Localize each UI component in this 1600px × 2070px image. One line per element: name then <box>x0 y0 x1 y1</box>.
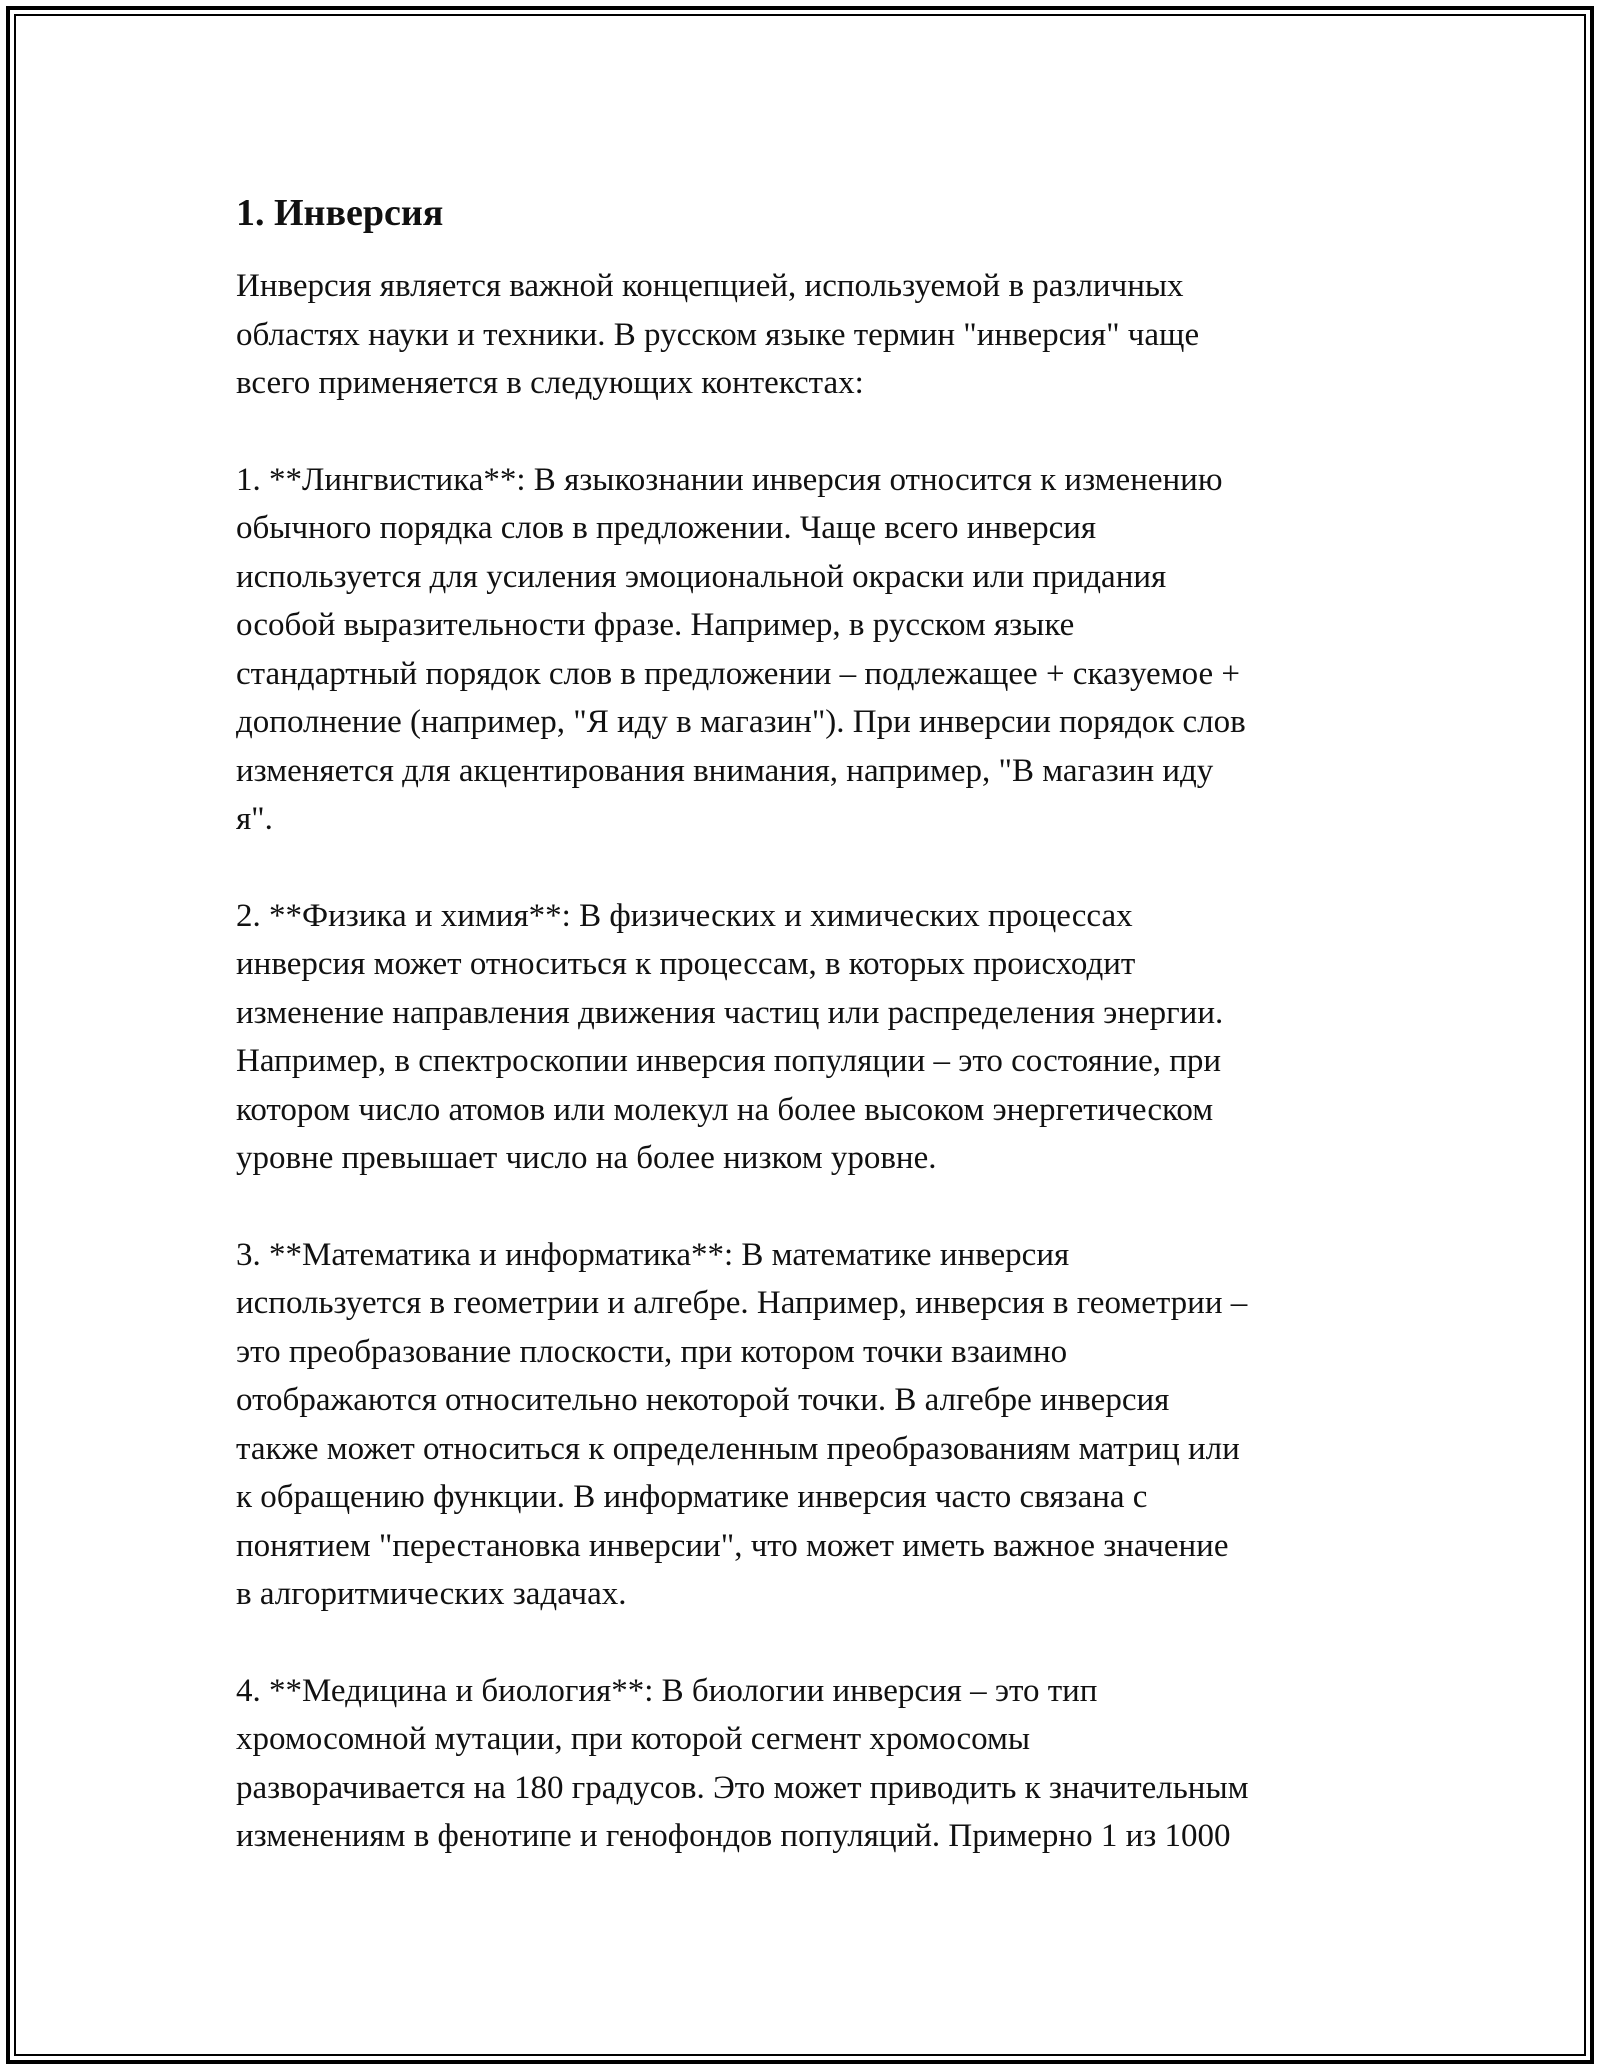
linguistics-paragraph: 1. **Лингвистика**: В языкознании инверсия относится к изменению обычного порядка слов в предложении. Чаще всего инверсия используется для усиления эмоциональной окраски или придания особой выразительности фразе. Например, в русском языке стандартный порядок слов в предложении – подлежащее + сказуемое + дополнение (например, "Я иду в магазин"). При инверсии порядок слов изменяется для акцентирования внимания, например, "В магазин иду я". <box>236 461 1246 837</box>
medicine-biology-paragraph: 4. **Медицина и биология**: В биологии инверсия – это тип хромосомной мутации, при которой сегмент хромосомы разворачивается на 180 градусов. Это может приводить к значительным изменениям в фенотипе и генофондов популяций. Примерно 1 из 1000 <box>236 1672 1249 1854</box>
document-body <box>236 188 1386 1861</box>
intro-paragraph: Инверсия является важной концепцией, используемой в различных областях науки и техники. В русском языке термин "инверсия" чаще всего применяется в следующих контекстах: <box>236 268 1200 401</box>
section-heading: 1. Инверсия <box>236 192 444 234</box>
physics-chemistry-paragraph: 2. **Физика и химия**: В физических и химических процессах инверсия может относиться к процессам, в которых происходит изменение направления движения частиц или распределения энергии. Например, в спектроскопии инверсия популяции – это состояние, при котором число атомов или молекул на более высоком энергетическом уровне превышает число на более низком уровне. <box>236 897 1224 1176</box>
math-informatics-paragraph: 3. **Математика и информатика**: В математике инверсия используется в геометрии и алгебре. Например, инверсия в геометрии – это преобразование плоскости, при котором точки взаимно отображаются относительно некоторой точки. В алгебре инверсия также может относиться к определенным преобразованиям матриц или к обращению функции. В информатике инверсия часто связана с понятием "перестановка инверсии", что может иметь важное значение в алгоритмических задачах. <box>236 1236 1248 1612</box>
